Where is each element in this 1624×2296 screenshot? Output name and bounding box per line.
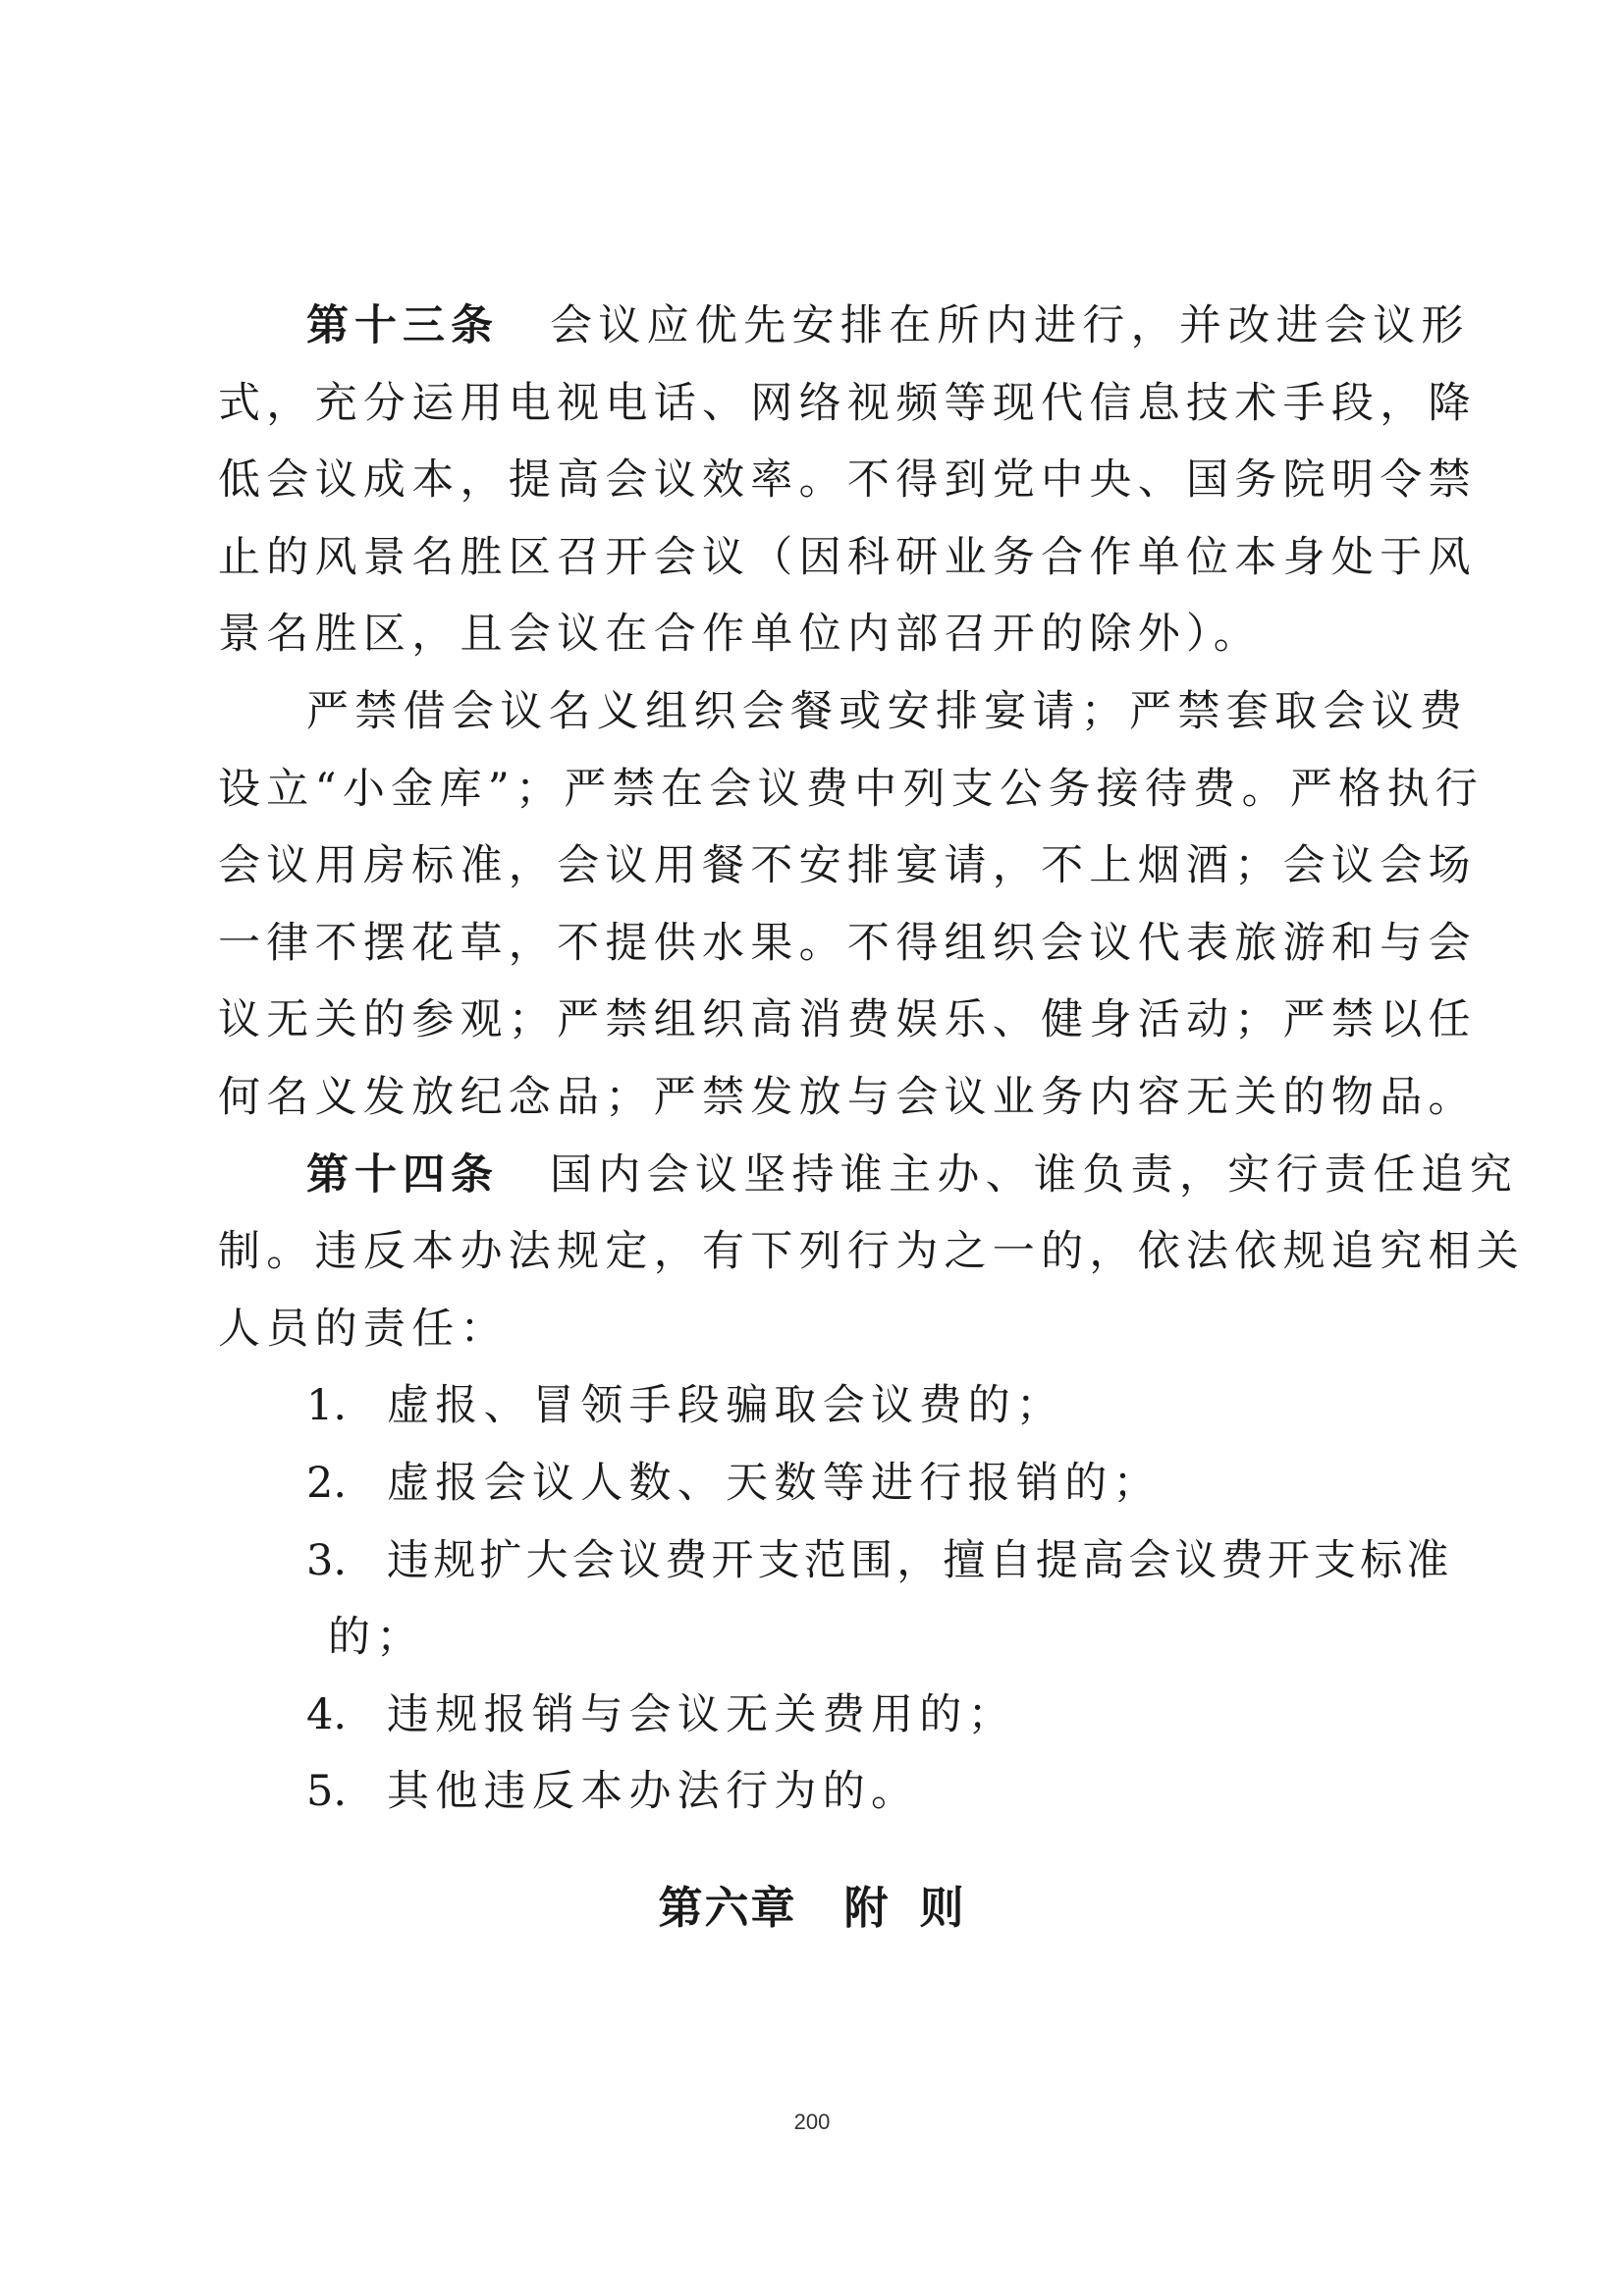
list-item [306, 1459, 1162, 1508]
paragraph-2-line-2: 设立“小金库”；严禁在会议费中列支公务接待费。严格执行 [218, 765, 1485, 814]
article-13-line-2: 式，充分运用电视电话、网络视频等现代信息技术手段，降 [218, 379, 1477, 428]
list-item [306, 1690, 1016, 1739]
chapter-title-part-2: 则 [919, 1882, 966, 1934]
paragraph-2-line-1: 严禁借会议名义组织会餐或安排宴请；严禁套取会议费 [306, 687, 1469, 736]
list-item-number: 1. [306, 1381, 348, 1430]
paragraph-2-line-3: 会议用房标准，会议用餐不安排宴请，不上烟酒；会议会场 [218, 841, 1477, 890]
article-14-line-1 [306, 1150, 1518, 1200]
list-item-number: 3. [306, 1536, 348, 1585]
list-item-continuation: 的； [328, 1613, 425, 1662]
list-item-text: 违规扩大会议费开支范围，擅自提高会议费开支标准 [387, 1536, 1453, 1585]
article-13-line-1 [306, 301, 1470, 350]
paragraph-2-line-5: 议无关的参观；严禁组织高消费娱乐、健身活动；严禁以任 [218, 995, 1477, 1044]
page-number: 200 [793, 2109, 831, 2134]
article-13-text: 会议应优先安排在所内进行，并改进会议形 [550, 301, 1470, 350]
article-14-text: 国内会议坚持谁主办、谁负责，实行责任追究 [550, 1150, 1518, 1200]
paragraph-2-line-4: 一律不摆花草，不提供水果。不得组织会议代表旅游和与会 [218, 919, 1477, 968]
list-item [306, 1381, 1065, 1430]
list-item-text: 违规报销与会议无关费用的； [387, 1690, 1016, 1739]
paragraph-2-line-6: 何名义发放纪念品；严禁发放与会议业务内容无关的物品。 [218, 1073, 1477, 1122]
list-item-text: 其他违反本办法行为的。 [387, 1767, 920, 1816]
list-item-number: 4. [306, 1690, 348, 1739]
article-13-line-3: 低会议成本，提高会议效率。不得到党中央、国务院明令禁 [218, 455, 1477, 505]
chapter-title-part-1: 附 [843, 1882, 891, 1934]
article-14-heading: 第十四条 [306, 1150, 499, 1200]
article-13-line-4: 止的风景名胜区召开会议（因科研业务合作单位本身处于风 [218, 533, 1477, 582]
article-14-line-2: 制。违反本办法规定，有下列行为之一的，依法依规追究相关 [218, 1227, 1526, 1276]
list-item-text: 虚报会议人数、天数等进行报销的； [387, 1459, 1162, 1508]
chapter-heading [0, 1872, 1624, 1936]
article-14-line-3: 人员的责任： [218, 1305, 509, 1354]
list-item-number: 5. [306, 1767, 348, 1816]
list-item [306, 1536, 1453, 1585]
chapter-number: 第六章 [658, 1882, 797, 1934]
article-13-line-5: 景名胜区，且会议在合作单位内部召开的除外）。 [218, 610, 1263, 659]
list-item-text: 虚报、冒领手段骗取会议费的； [387, 1381, 1065, 1430]
list-item-number: 2. [306, 1459, 348, 1508]
article-13-heading: 第十三条 [306, 301, 499, 350]
list-item [306, 1767, 920, 1816]
